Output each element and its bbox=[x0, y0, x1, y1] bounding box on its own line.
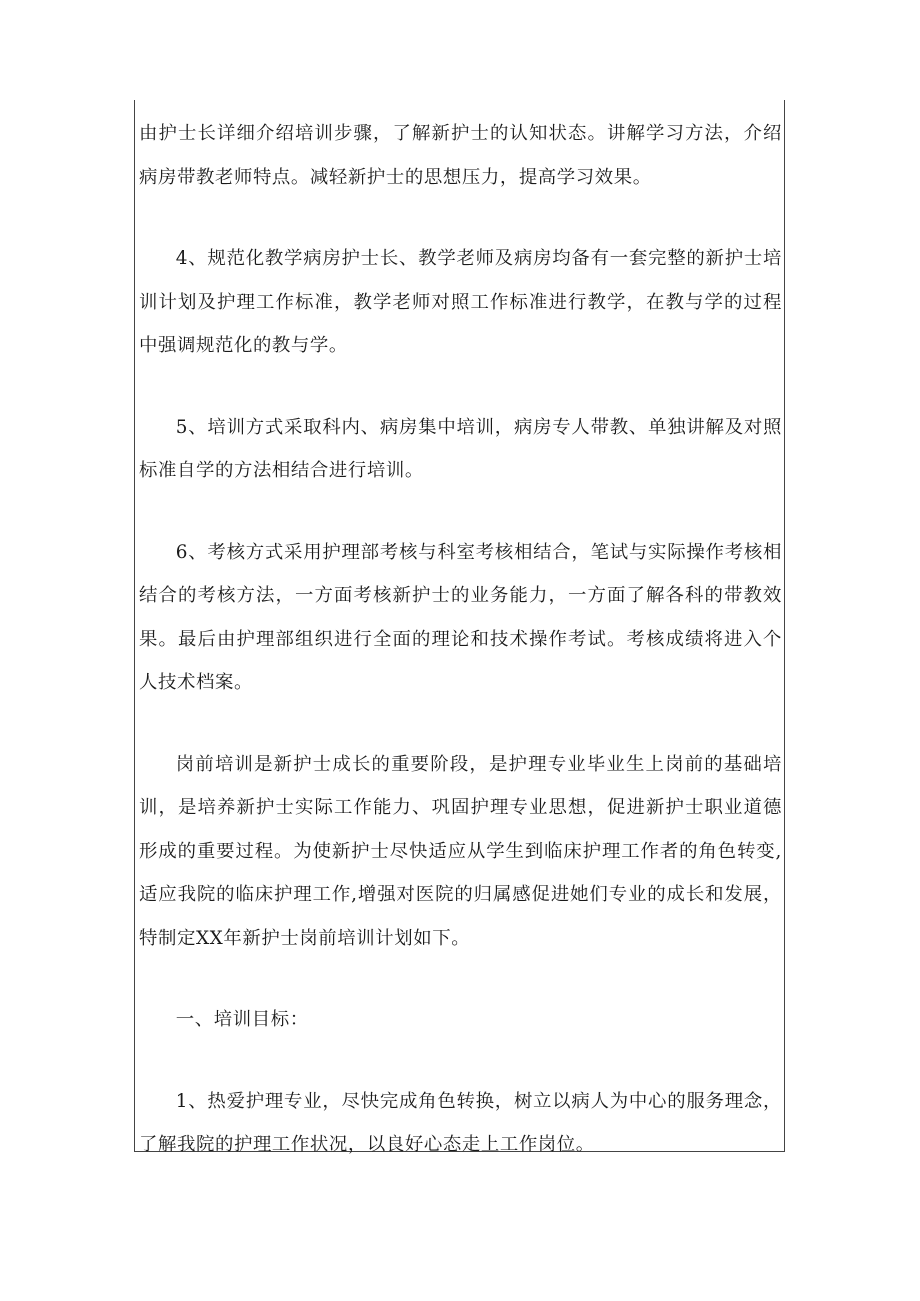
paragraph-training-intro: 由护士长详细介绍培训步骤，了解新护士的认知状态。讲解学习方法，介绍病房带教老师特点。减轻新护士的思想压力，提高学习效果。 bbox=[139, 123, 782, 188]
paragraph-training-method: 5、培训方式采取科内、病房集中培训，病房专人带教、单独讲解及对照标准自学的方法相结合进行培训。 bbox=[139, 416, 782, 481]
paragraph-goal-1: 1、热爱护理专业，尽快完成角色转换，树立以病人为中心的服务理念，了解我院的护理工作状况，以良好心态走上工作岗位。 bbox=[139, 1090, 782, 1155]
document-frame bbox=[134, 100, 785, 1155]
paragraph-pre-job-training: 岗前培训是新护士成长的重要阶段，是护理专业毕业生上岗前的基础培训，是培养新护士实际工作能力、巩固护理专业思想，促进新护士职业道德形成的重要过程。为使新护士尽快适应从学生到临床护理工作者的角色转变,适应我院的临床护理工作,增强对医院的归属感促进她们专业的成长和发展，特制定XX年新护士岗前培训计划如下。 bbox=[139, 753, 782, 949]
paragraph-standardized-teaching: 4、规范化教学病房护士长、教学老师及病房均备有一套完整的新护士培训计划及护理工作标准，教学老师对照工作标准进行教学，在教与学的过程中强调规范化的教与学。 bbox=[139, 248, 782, 356]
paragraph-assessment-method: 6、考核方式采用护理部考核与科室考核相结合，笔试与实际操作考核相结合的考核方法，一方面考核新护士的业务能力，一方面了解各科的带教效果。最后由护理部组织进行全面的理论和技术操作考试。考核成绩将进入个人技术档案。 bbox=[139, 541, 782, 693]
heading-training-goals: 一、培训目标： bbox=[175, 1009, 309, 1030]
document-body bbox=[139, 112, 782, 1167]
